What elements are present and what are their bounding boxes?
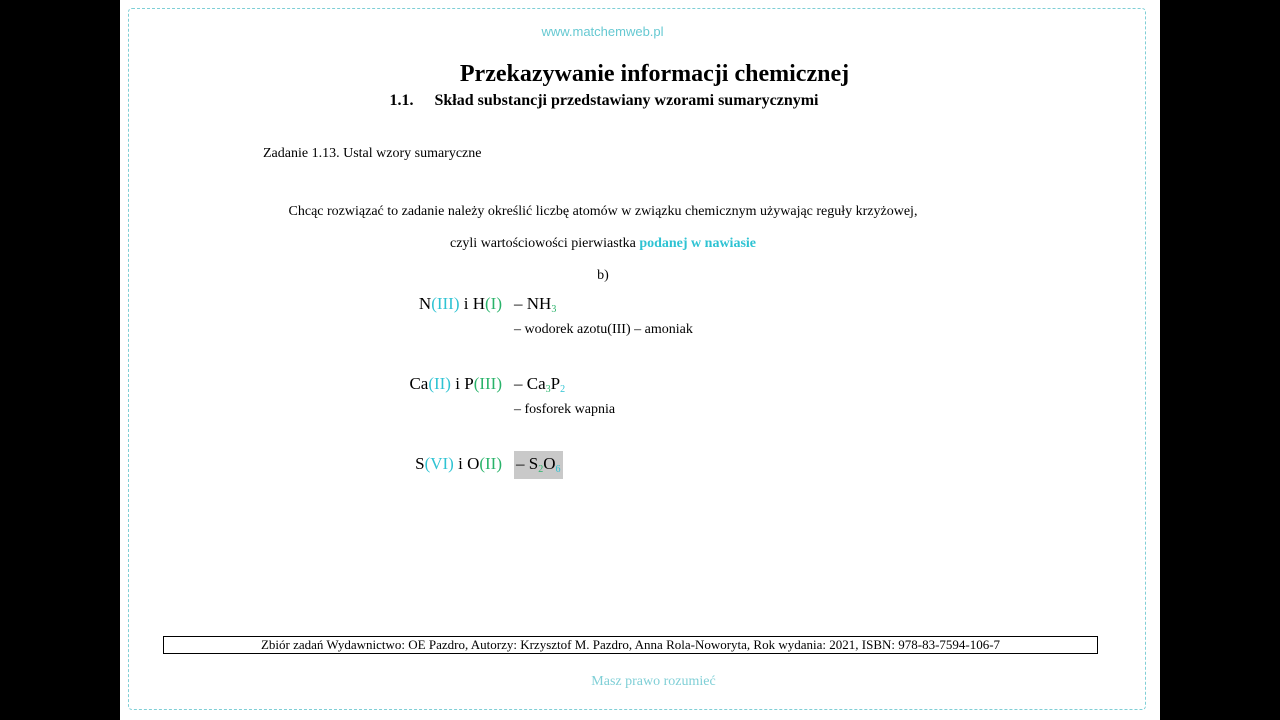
example-2-elements [409,374,502,394]
example-3-formula [514,454,563,475]
intro-line-2-text: czyli wartościowości pierwiastka [449,236,640,251]
example-1-element-2: H [472,294,486,313]
footer-slogan: Masz prawo rozumieć [591,674,716,689]
example-1-formula-sub2: 3 [551,304,557,315]
example-2-dash: – [514,374,527,393]
example-1-formula-el1: N [526,294,540,313]
source-citation: Zbiór zadań Wydawnictwo: OE Pazdro, Autorzy: Krzysztof M. Pazdro, Anna Rola-Noworyta, Rok wydania: 2021, ISBN: 978-83-7594-106-7 [163,636,1098,654]
task-label: Zadanie 1.13. Ustal wzory sumaryczne [263,146,482,161]
example-1-formula [514,294,556,315]
example-2-formula-sub1: 3 [545,384,551,395]
variant-label: b) [597,268,609,283]
section-title: Skład substancji przedstawiany wzorami sumarycznymi [434,92,819,109]
example-3-formula-el1: S [528,454,539,473]
intro-line-1: Chcąc rozwiązać to zadanie należy określić liczbę atomów w związku chemicznym używając reguły krzyżowej, [288,204,918,219]
example-3-elements [415,454,502,474]
document-page [120,0,1160,720]
example-3-formula-el2: O [543,454,556,473]
example-2-formula [514,374,565,395]
example-2-name: – fosforek wapnia [514,402,616,417]
example-3-formula-sub2: 6 [555,464,561,475]
example-2-formula-sub2: 2 [560,384,566,395]
intro-highlight: podanej w nawiasie [639,236,756,251]
section-heading [120,92,1088,110]
example-2-element-2: P [464,374,474,393]
example-2-element-1: Ca [409,374,429,393]
example-2-valence-2: (III) [473,374,502,393]
page-title: Przekazywanie informacji chemicznej [459,61,850,87]
site-url: www.matchemweb.pl [541,24,664,39]
example-1-conjunction: i [459,294,473,313]
example-3-element-2: O [467,454,480,473]
example-2-formula-el1: Ca [526,374,546,393]
page-dashed-border [128,8,1146,710]
intro-line-2 [120,236,1086,252]
example-3-element-1: S [415,454,425,473]
example-3-valence-1: (VI) [424,454,454,473]
example-1-element-1: N [418,294,432,313]
example-3-dash: – [516,454,529,473]
example-2-valence-1: (II) [428,374,451,393]
example-3-valence-2: (II) [479,454,502,473]
example-2-formula-el2: P [550,374,561,393]
example-1-dash: – [514,294,527,313]
section-number: 1.1. [389,92,414,109]
example-1-valence-1: (III) [431,294,460,313]
example-1-elements [419,294,502,314]
example-1-name: – wodorek azotu(III) – amoniak [514,322,693,337]
example-1-formula-el2: H [539,294,552,313]
example-2-conjunction: i [450,374,465,393]
example-3-formula-highlight [514,451,563,479]
example-3-formula-sub1: 2 [538,464,544,475]
example-1-valence-2: (I) [485,294,502,313]
example-3-conjunction: i [453,454,468,473]
